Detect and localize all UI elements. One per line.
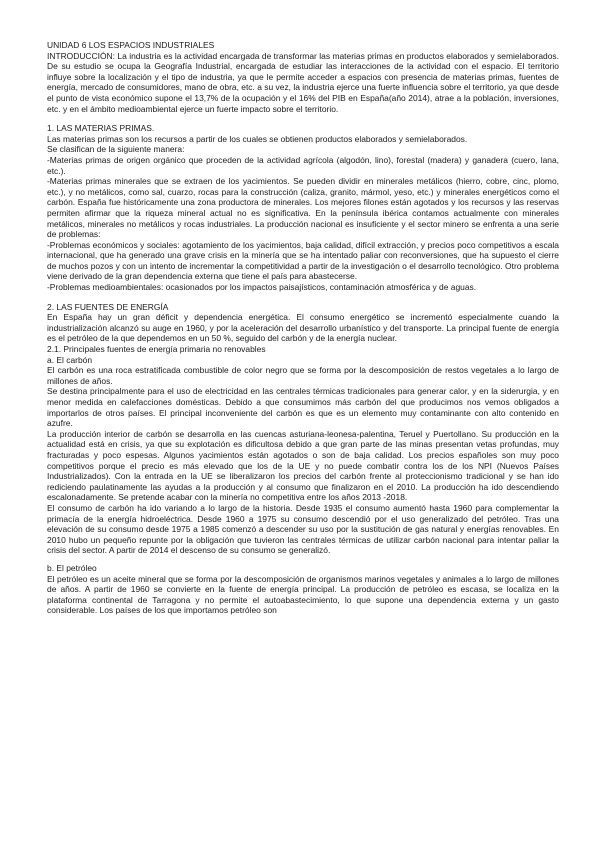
paragraph: Las materias primas son los recursos a partir de los cuales se obtienen productos elaborados y semielaborados. xyxy=(47,133,468,144)
paragraph: Se destina principalmente para el uso de electricidad en las centrales térmicas tradicionales para generar calor, y en la siderurgia, y en menor medida en calefacciones domésticas. Debido a que consumimos más carbón del que producimos nos vemos obligados a importarlos de otros países. El principal inconveniente del carbón es que es un elemento muy contaminante con alto contenido en azufre. xyxy=(47,386,559,429)
paragraph: En España hay un gran déficit y dependencia energética. El consumo energético se incrementó especialmente cuando la industrialización alcanzó su auge en 1960, y por la aceleración del desarrollo urbanístico y del transporte. La principal fuente de energía es el petróleo de la que dependemos en un 50 %, seguido del carbón y de la energía nuclear. xyxy=(47,312,559,344)
subsection-heading: b. El petróleo xyxy=(47,562,97,573)
paragraph: El consumo de carbón ha ido variando a lo largo de la historia. Desde 1935 el consumo aumentó hasta 1960 para complementar la primacía de la energía hidroeléctrica. Desde 1960 a 1975 su consumo descendió por el uso generalizado del petróleo. Tras una elevación de su consumo desde 1975 a 1985 comenzó a descender su uso por la sustitución de gas natural y energías renovables. En 2010 hubo un pequeño repunte por la obligación que tuvieron las centrales térmicas de utilizar carbón nacional para intentar paliar la crisis del sector. A partir de 2014 el descenso de su consumo se generalizó. xyxy=(47,502,559,556)
paragraph: -Materias primas de origen orgánico que proceden de la actividad agrícola (algodón, lino), forestal (madera) y ganadera (cuero, lana, etc.). xyxy=(47,154,559,176)
document-page xyxy=(47,40,559,616)
paragraph: La producción interior de carbón se desarrolla en las cuencas asturiana-leonesa-palentina, Teruel y Puertollano. Su producción en la actualidad está en crisis, ya que su explotación es dificultosa debido a que gran parte de las minas presentan vetas profundas, muy fracturadas y poco espesas. Algunos yacimientos están agotados o son de baja calidad. Los precios españoles son muy poco competitivos porque el precio es más elevado que los de la UE y no puede combatir contra los de los NPI (Nuevos Países Industrializados). Con la entrada en la UE se liberalizaron los precios del carbón frente al proteccionismo tradicional y se han ido rediciendo paulatinamente las ayudas a la producción y al consumo que finalizaron en el 2010. La producción ha ido descendiendo escalonadamente. Se pretende acabar con la minería no competitiva entre los años 2013 -2018. xyxy=(47,428,559,503)
paragraph: El petróleo es un aceite mineral que se forma por la descomposición de organismos marinos vegetales y animales a lo largo de millones de años. A partir de 1960 se convierte en la fuente de energía principal. La producción de petróleo es escasa, se localiza en la plataforma continental de Tarragona y no permite el autoabastecimiento, lo que supone una dependencia externa y un gasto considerable. Los países de los que importamos petróleo son xyxy=(47,573,559,616)
document-title: UNIDAD 6 LOS ESPACIOS INDUSTRIALES xyxy=(47,40,215,50)
paragraph: -Problemas medioambientales: ocasionados por los impactos paisajísticos, contaminación atmosférica y de aguas. xyxy=(47,282,477,293)
paragraph: -Materias primas minerales que se extraen de los yacimientos. Se pueden dividir en minerales metálicos (hierro, cobre, cinc, plomo, etc.), y no metálicos, como sal, cuarzo, rocas para la construcción (caliza, granito, mármol, yeso, etc.) y minerales energéticos como el carbón. España fue históricamente una zona productora de minerales. Los mejores filones están agotados y los recursos y las reservas permiten afirmar que la riqueza mineral actual no es significativa. En la península ibérica contamos actualmente con minerales metálicos, minerales no metálicos y rocas industriales. La producción nacional es insuficiente y el sector minero se enfrenta a una serie de problemas: xyxy=(47,176,559,240)
paragraph: -Problemas económicos y sociales: agotamiento de los yacimientos, baja calidad, difícil extracción, y precios poco competitivos a escala internacional, que ha generado una grave crisis en la minería que se ha intentado paliar con reconversiones, que ha supuesto el cierre de muchos pozos y con un intento de incrementar la competitividad a partir de la investigación o el desarrollo tecnológico. Otro problema viene derivado de la gran dependencia externa que tiene el país para abastecerse. xyxy=(47,239,559,282)
subsection-heading: 2.1. Principales fuentes de energía primaria no renovables xyxy=(47,344,266,355)
paragraph: Se clasifican de la siguiente manera: xyxy=(47,144,185,155)
section-2-heading: 2. LAS FUENTES DE ENERGÍA xyxy=(47,301,169,312)
subsection-heading: a. El carbón xyxy=(47,354,93,365)
intro-paragraph: INTRODUCCIÓN: La industria es la actividad encargada de transformar las materias primas en productos elaborados y semielaborados. De su estudio se ocupa la Geografía Industrial, encargada de estudiar las interacciones de la actividad con el espacio. El territorio influye sobre la localización y el tipo de industria, ya que le permite acceder a espacios con presencia de materias primas, fuentes de energía, mercado de consumidores, mano de obra, etc. a su vez, la industria ejerce una fuerte influencia sobre el territorio, ya que desde el punto de vista económico supone el 13,7% de la ocupación y el 16% del PIB en España(año 2014), atrae a la población, inversiones, etc. y en el ámbito medioambiental ejerce un fuerte impacto sobre el territorio. xyxy=(47,50,559,114)
section-1-heading: 1. LAS MATERIAS PRIMAS. xyxy=(47,123,155,134)
paragraph: El carbón es una roca estratificada combustible de color negro que se forma por la descomposición de restos vegetales a lo largo de millones de años. xyxy=(47,365,559,386)
